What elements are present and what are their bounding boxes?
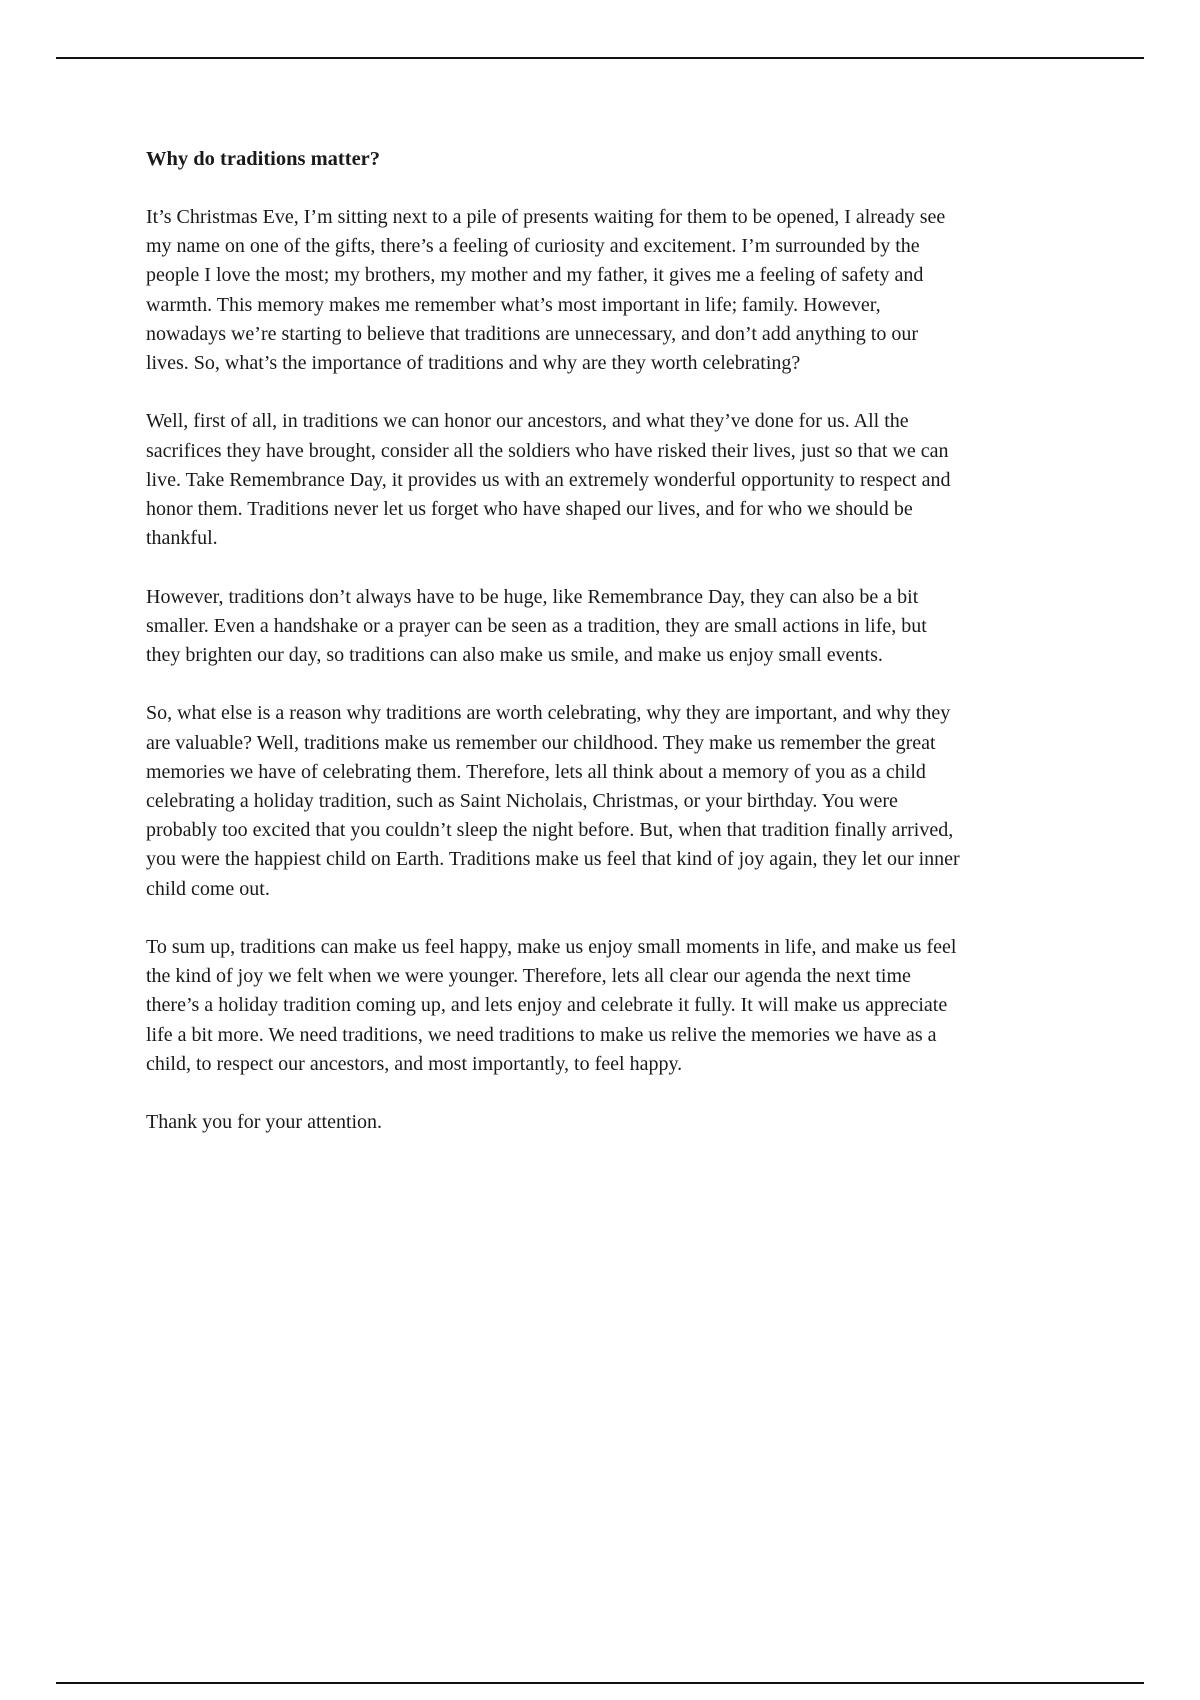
paragraph-intro [146,203,1054,378]
text-line: probably too excited that you couldn’t sleep the night before. But, when that tradition finally arrived, [146,819,954,842]
paragraph-conclusion [146,933,1054,1079]
text-line: my name on one of the gifts, there’s a feeling of curiosity and excitement. I’m surrounded by the [146,235,920,258]
text-line: there’s a holiday tradition coming up, and lets enjoy and celebrate it fully. It will make us appreciate [146,994,948,1017]
paragraph-small-traditions [146,583,1054,671]
text-line: thankful. [146,527,218,550]
bottom-rule [56,1682,1144,1684]
text-line: memories we have of celebrating them. Therefore, lets all think about a memory of you as a child [146,760,926,783]
text-line: warmth. This memory makes me remember what’s most important in life; family. However, [146,293,881,316]
text-line: you were the happiest child on Earth. Traditions make us feel that kind of joy again, they let our inner [146,848,960,871]
text-line: smaller. Even a handshake or a prayer can be seen as a tradition, they are small actions in life, but [146,614,927,637]
text-line: However, traditions don’t always have to be huge, like Remembrance Day, they can also be a bit [146,585,919,608]
document-body [146,145,1054,1167]
text-line: people I love the most; my brothers, my mother and my father, it gives me a feeling of safety and [146,264,924,287]
paragraph-ancestors [146,407,1054,553]
text-line: child, to respect our ancestors, and most importantly, to feel happy. [146,1052,683,1075]
text-line: It’s Christmas Eve, I’m sitting next to a pile of presents waiting for them to be opened, I already see [146,206,946,228]
text-line: are valuable? Well, traditions make us remember our childhood. They make us remember the great [146,731,936,754]
text-line: sacrifices they have brought, consider all the soldiers who have risked their lives, just so that we can [146,439,949,462]
page-title: Why do traditions matter? [146,148,381,170]
paragraph-closing [146,1108,1054,1137]
top-rule [56,57,1144,59]
paragraph-childhood [146,699,1054,903]
text-line: the kind of joy we felt when we were younger. Therefore, lets all clear our agenda the next time [146,965,911,988]
text-line: Thank you for your attention. [146,1111,383,1134]
text-line: honor them. Traditions never let us forget who have shaped our lives, and for who we should be [146,498,913,521]
text-line: lives. So, what’s the importance of traditions and why are they worth celebrating? [146,352,801,375]
text-line: To sum up, traditions can make us feel happy, make us enjoy small moments in life, and make us feel [146,936,957,959]
text-line: life a bit more. We need traditions, we need traditions to make us relive the memories we have as a [146,1023,937,1046]
text-line: they brighten our day, so traditions can also make us smile, and make us enjoy small events. [146,644,883,667]
text-line: child come out. [146,877,270,900]
text-line: nowadays we’re starting to believe that traditions are unnecessary, and don’t add anything to our [146,322,918,345]
text-line: So, what else is a reason why traditions are worth celebrating, why they are important, and why they [146,702,951,725]
text-line: live. Take Remembrance Day, it provides us with an extremely wonderful opportunity to respect and [146,468,951,491]
text-line: celebrating a holiday tradition, such as Saint Nicholais, Christmas, or your birthday. You were [146,790,898,813]
text-line: Well, first of all, in traditions we can honor our ancestors, and what they’ve done for us. All the [146,410,909,433]
